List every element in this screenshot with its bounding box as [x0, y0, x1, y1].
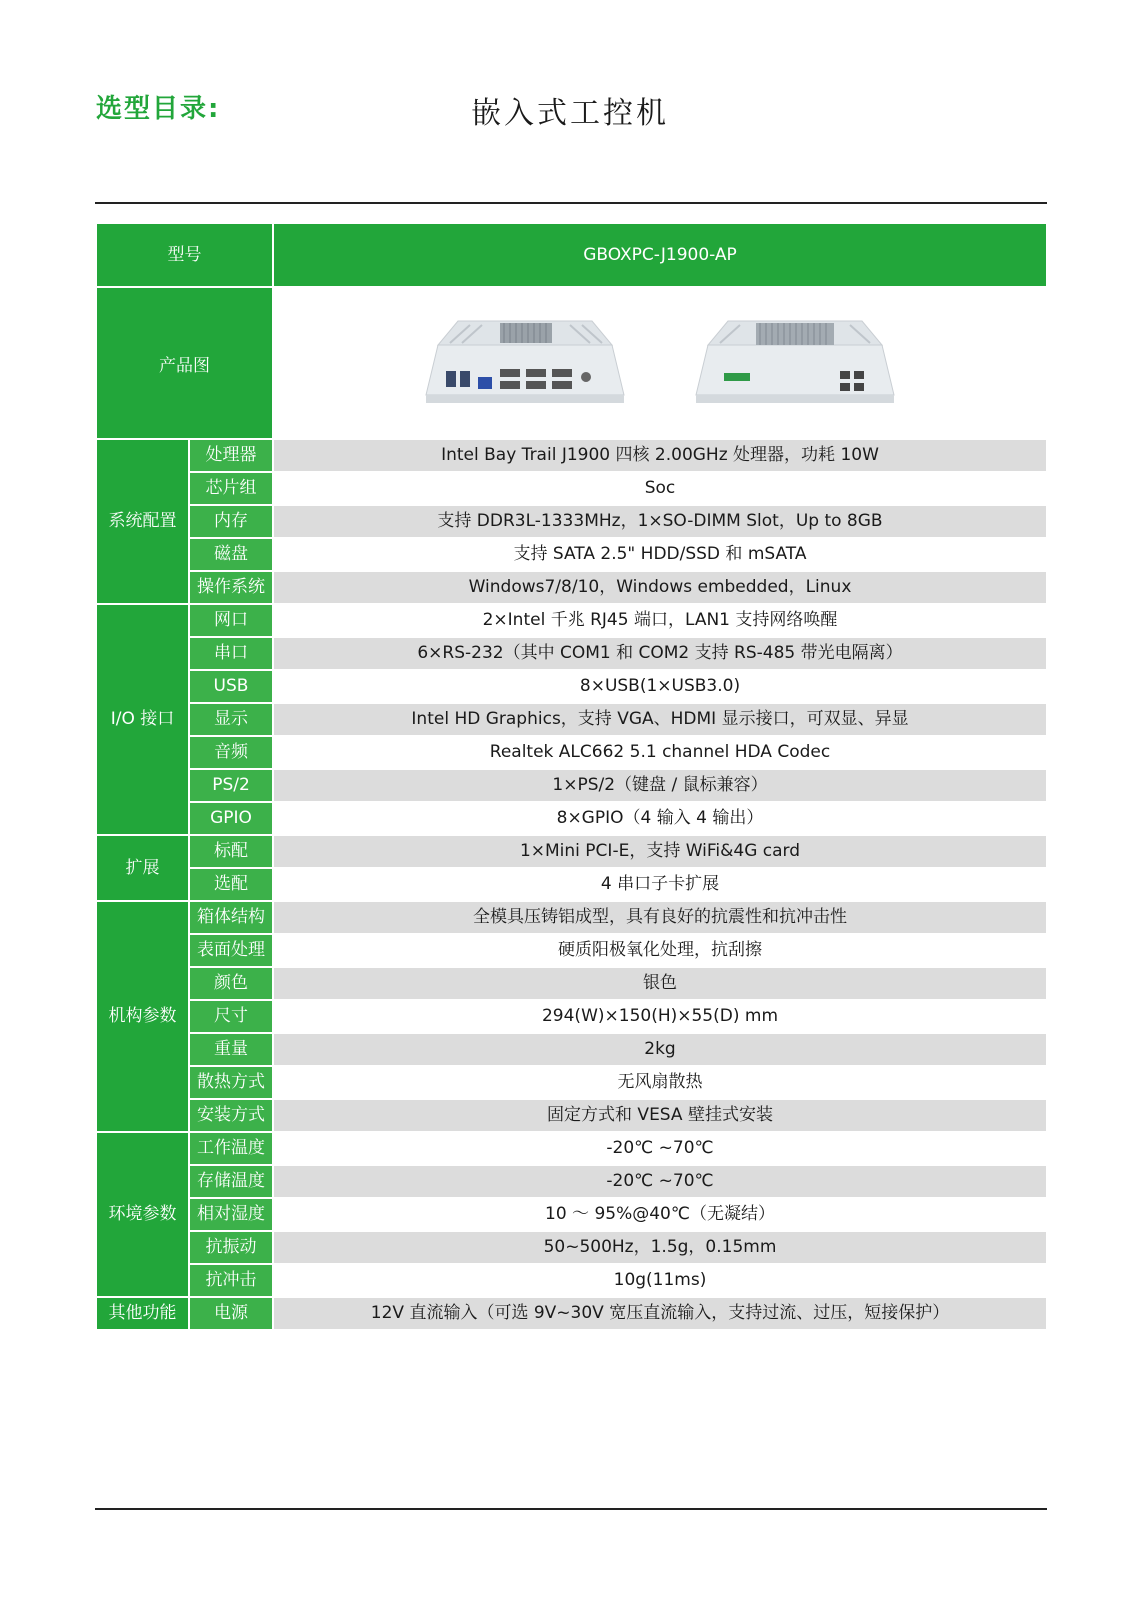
- spec-item-label: 表面处理: [189, 934, 273, 967]
- spec-row: [96, 934, 1047, 967]
- product-front-image: [420, 315, 630, 411]
- spec-item-label: 内存: [189, 505, 273, 538]
- model-value: GBOXPC-J1900-AP: [273, 223, 1047, 287]
- spec-item-label: 网口: [189, 604, 273, 637]
- spec-row: [96, 439, 1047, 472]
- model-row: [96, 223, 1047, 287]
- spec-item-value: 硬质阳极氧化处理，抗刮擦: [273, 934, 1047, 967]
- spec-item-value: Windows7/8/10，Windows embedded，Linux: [273, 571, 1047, 604]
- spec-item-label: 抗冲击: [189, 1264, 273, 1297]
- spec-item-label: 重量: [189, 1033, 273, 1066]
- spec-item-value: 4 串口子卡扩展: [273, 868, 1047, 901]
- spec-table: [95, 222, 1048, 1331]
- spec-item-value: 294(W)×150(H)×55(D) mm: [273, 1000, 1047, 1033]
- product-image-label: 产品图: [96, 287, 273, 439]
- spec-item-label: 箱体结构: [189, 901, 273, 934]
- section-label: 选型目录:: [96, 94, 221, 124]
- spec-item-value: 50~500Hz，1.5g，0.15mm: [273, 1231, 1047, 1264]
- product-image-row: [96, 287, 1047, 439]
- spec-row: [96, 505, 1047, 538]
- spec-item-value: 全模具压铸铝成型，具有良好的抗震性和抗冲击性: [273, 901, 1047, 934]
- model-label: 型号: [96, 223, 273, 287]
- spec-row: [96, 769, 1047, 802]
- spec-item-value: 12V 直流输入（可选 9V~30V 宽压直流输入，支持过流、过压，短接保护）: [273, 1297, 1047, 1330]
- top-divider: [95, 202, 1047, 204]
- spec-row: [96, 1165, 1047, 1198]
- spec-group-label: 扩展: [96, 835, 189, 901]
- spec-row: [96, 1231, 1047, 1264]
- spec-row: [96, 901, 1047, 934]
- spec-item-label: 电源: [189, 1297, 273, 1330]
- spec-item-label: 存储温度: [189, 1165, 273, 1198]
- spec-item-value: Intel Bay Trail J1900 四核 2.00GHz 处理器，功耗 10W: [273, 439, 1047, 472]
- spec-item-value: 1×Mini PCI-E，支持 WiFi&4G card: [273, 835, 1047, 868]
- spec-row: [96, 967, 1047, 1000]
- spec-item-value: 无风扇散热: [273, 1066, 1047, 1099]
- spec-group-label: 其他功能: [96, 1297, 189, 1330]
- spec-item-label: 颜色: [189, 967, 273, 1000]
- product-image-cell: [273, 287, 1047, 439]
- spec-item-value: 支持 DDR3L-1333MHz，1×SO-DIMM Slot，Up to 8GB: [273, 505, 1047, 538]
- spec-item-value: -20℃ ~70℃: [273, 1132, 1047, 1165]
- spec-item-label: 散热方式: [189, 1066, 273, 1099]
- spec-row: [96, 1297, 1047, 1330]
- product-rear-image: [690, 315, 900, 411]
- spec-group-label: 系统配置: [96, 439, 189, 604]
- page-title: 嵌入式工控机: [471, 96, 669, 131]
- spec-item-label: 尺寸: [189, 1000, 273, 1033]
- spec-item-label: 芯片组: [189, 472, 273, 505]
- spec-row: [96, 637, 1047, 670]
- spec-row: [96, 1033, 1047, 1066]
- spec-item-label: PS/2: [189, 769, 273, 802]
- spec-item-value: Intel HD Graphics，支持 VGA、HDMI 显示接口，可双显、异显: [273, 703, 1047, 736]
- spec-item-value: Realtek ALC662 5.1 channel HDA Codec: [273, 736, 1047, 769]
- spec-item-label: 磁盘: [189, 538, 273, 571]
- spec-item-label: 显示: [189, 703, 273, 736]
- spec-row: [96, 472, 1047, 505]
- spec-item-label: GPIO: [189, 802, 273, 835]
- spec-row: [96, 1198, 1047, 1231]
- spec-item-value: 固定方式和 VESA 壁挂式安装: [273, 1099, 1047, 1132]
- spec-group-label: 机构参数: [96, 901, 189, 1132]
- spec-item-value: -20℃ ~70℃: [273, 1165, 1047, 1198]
- spec-item-value: 2×Intel 千兆 RJ45 端口，LAN1 支持网络唤醒: [273, 604, 1047, 637]
- spec-item-value: 8×GPIO（4 输入 4 输出）: [273, 802, 1047, 835]
- spec-item-value: 6×RS-232（其中 COM1 和 COM2 支持 RS-485 带光电隔离）: [273, 637, 1047, 670]
- spec-item-value: 8×USB(1×USB3.0): [273, 670, 1047, 703]
- spec-item-value: 2kg: [273, 1033, 1047, 1066]
- bottom-divider: [95, 1508, 1047, 1510]
- spec-item-label: 工作温度: [189, 1132, 273, 1165]
- spec-group-label: I/O 接口: [96, 604, 189, 835]
- spec-row: [96, 835, 1047, 868]
- spec-row: [96, 868, 1047, 901]
- spec-row: [96, 1132, 1047, 1165]
- spec-item-label: 相对湿度: [189, 1198, 273, 1231]
- spec-row: [96, 571, 1047, 604]
- spec-row: [96, 670, 1047, 703]
- spec-row: [96, 538, 1047, 571]
- spec-item-label: 音频: [189, 736, 273, 769]
- spec-item-label: 抗振动: [189, 1231, 273, 1264]
- spec-item-value: 10g(11ms): [273, 1264, 1047, 1297]
- spec-group-label: 环境参数: [96, 1132, 189, 1297]
- spec-item-label: 操作系统: [189, 571, 273, 604]
- spec-item-value: 10 ～ 95%@40℃（无凝结）: [273, 1198, 1047, 1231]
- spec-row: [96, 802, 1047, 835]
- spec-row: [96, 604, 1047, 637]
- spec-item-label: 处理器: [189, 439, 273, 472]
- spec-item-label: 选配: [189, 868, 273, 901]
- spec-row: [96, 736, 1047, 769]
- spec-row: [96, 1066, 1047, 1099]
- spec-item-label: 串口: [189, 637, 273, 670]
- spec-item-value: 银色: [273, 967, 1047, 1000]
- spec-item-value: 支持 SATA 2.5" HDD/SSD 和 mSATA: [273, 538, 1047, 571]
- spec-row: [96, 703, 1047, 736]
- spec-row: [96, 1099, 1047, 1132]
- spec-item-label: 标配: [189, 835, 273, 868]
- spec-row: [96, 1264, 1047, 1297]
- spec-item-label: 安装方式: [189, 1099, 273, 1132]
- spec-item-value: 1×PS/2（键盘 / 鼠标兼容）: [273, 769, 1047, 802]
- spec-row: [96, 1000, 1047, 1033]
- spec-item-label: USB: [189, 670, 273, 703]
- spec-item-value: Soc: [273, 472, 1047, 505]
